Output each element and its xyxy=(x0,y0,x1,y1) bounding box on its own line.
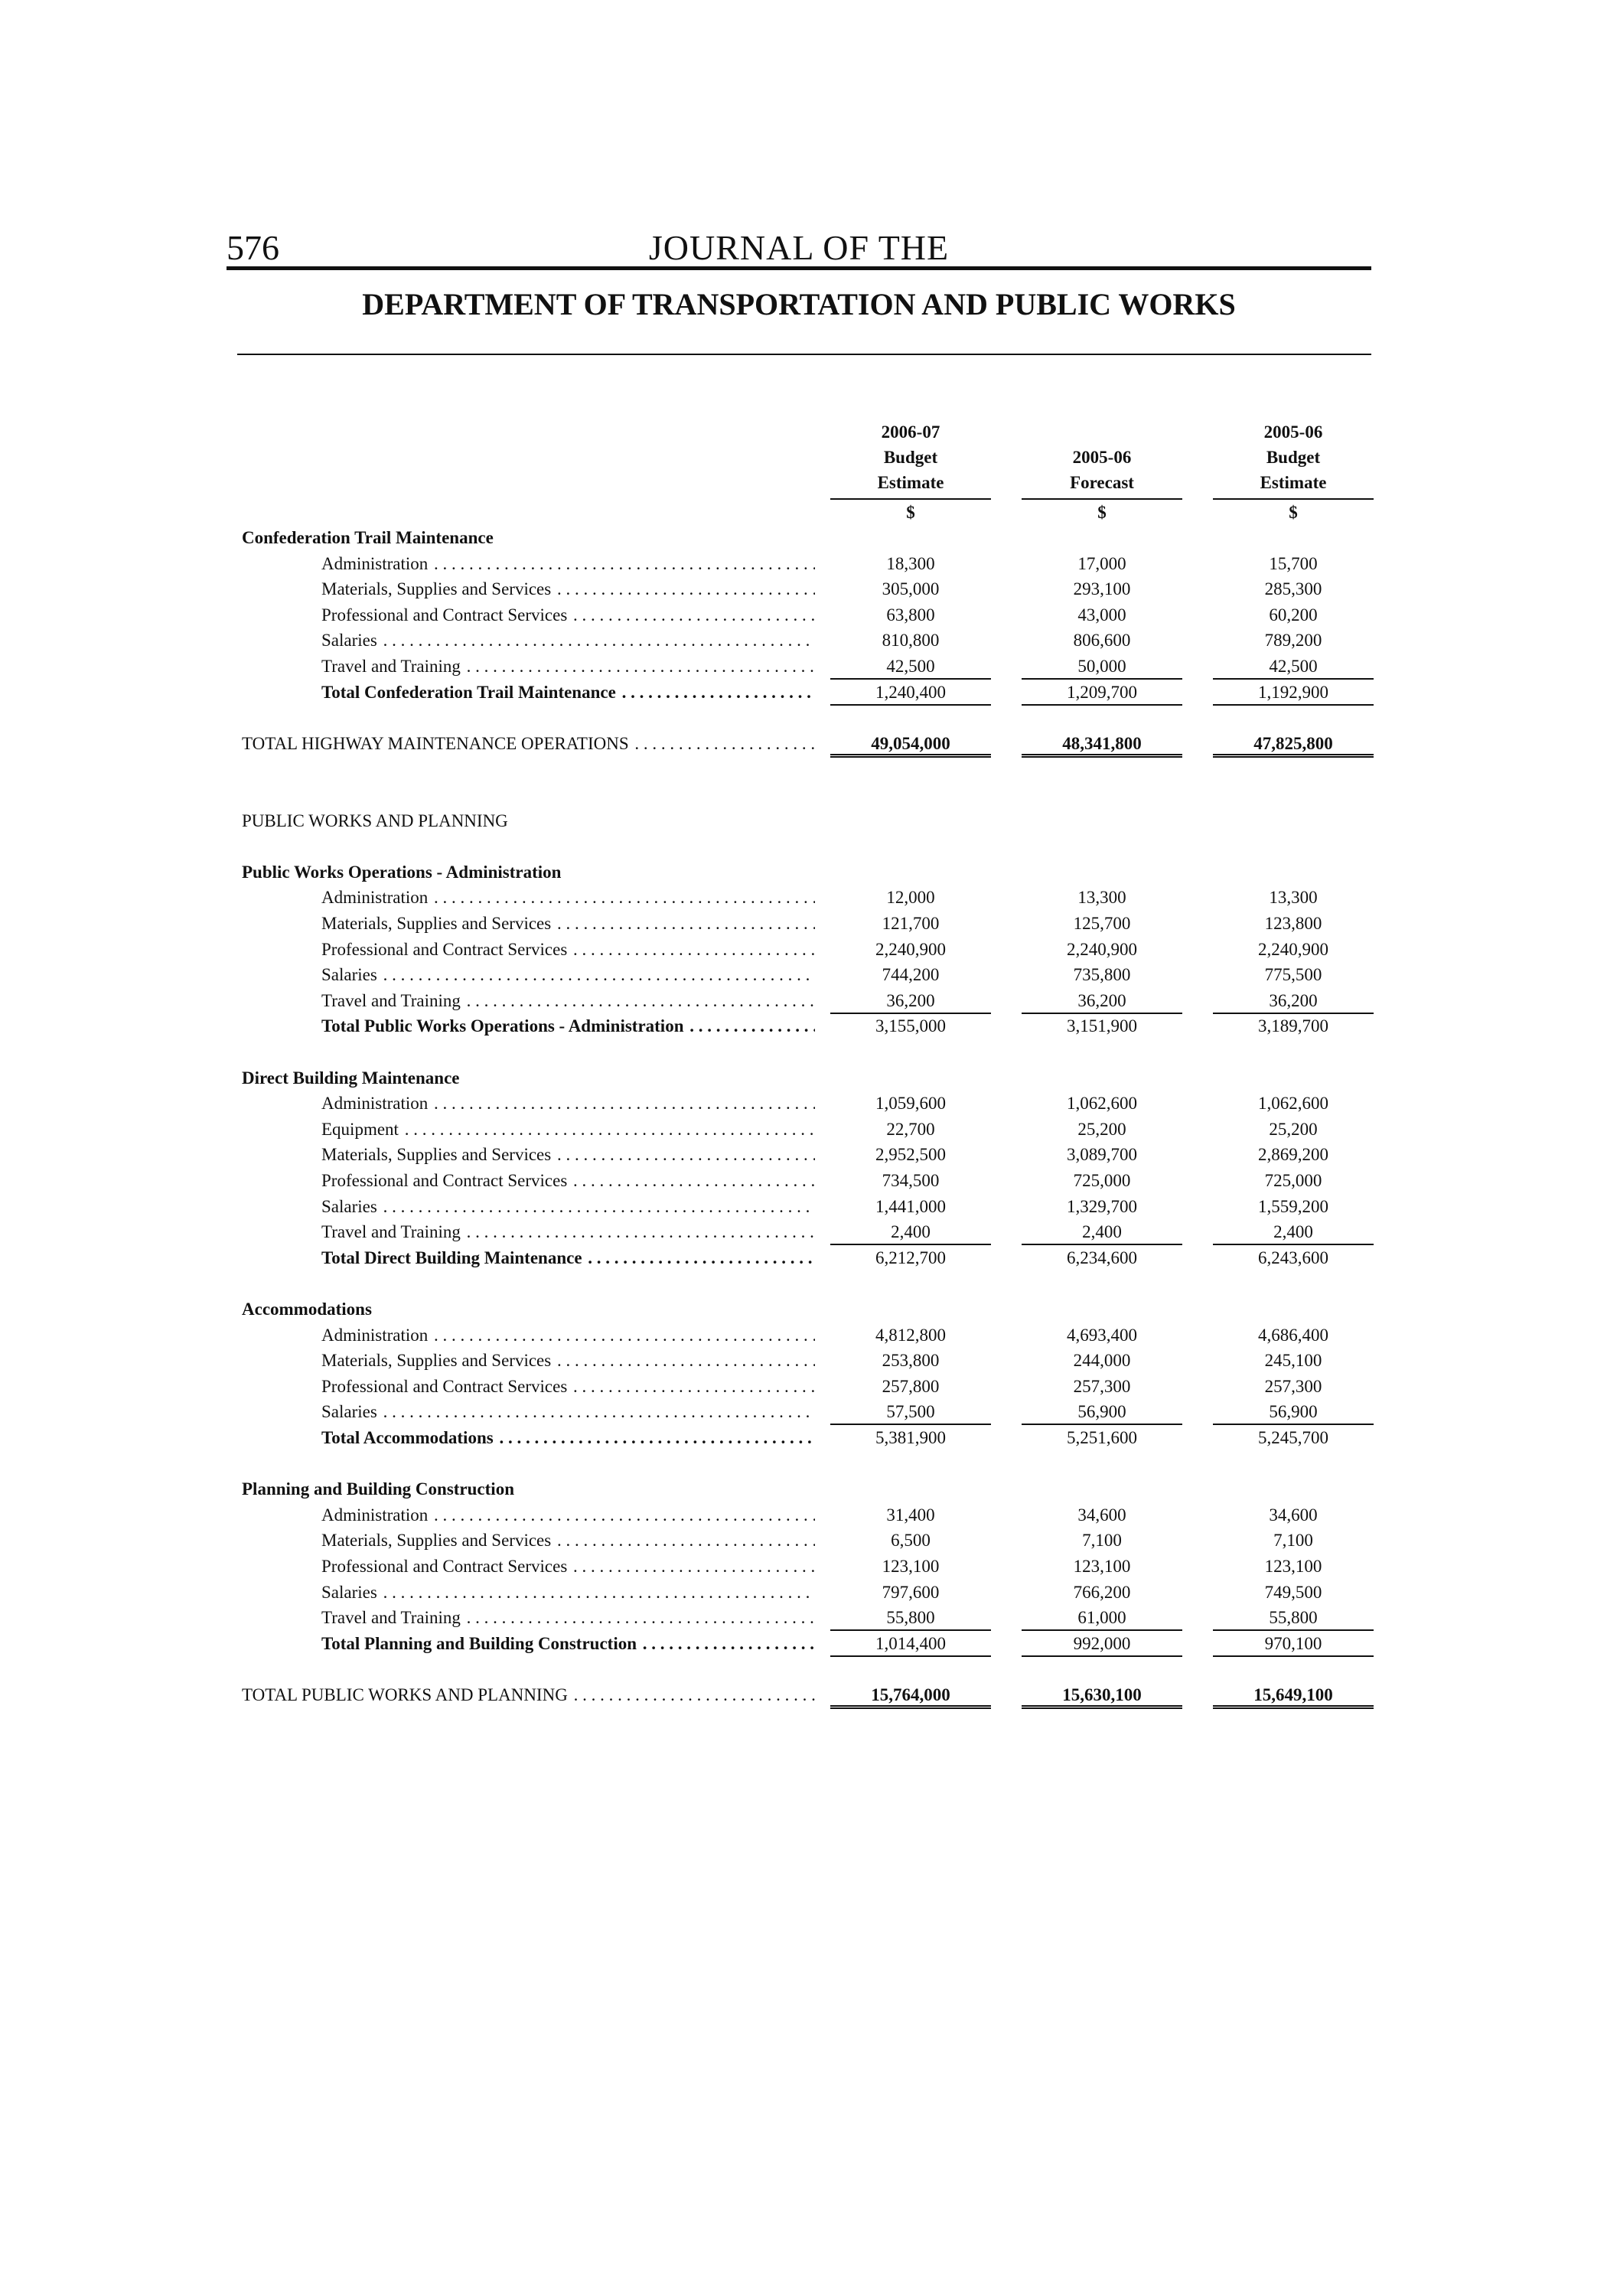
table-row xyxy=(0,1554,1607,1580)
grandtotal-row xyxy=(0,1682,1607,1708)
table-row xyxy=(0,1605,1607,1631)
amount-cell: 970,100 xyxy=(1213,1631,1374,1657)
amount-cell: 253,800 xyxy=(882,1351,940,1370)
amount-cell: 57,500 xyxy=(830,1399,991,1425)
amount-cell: 123,100 xyxy=(1073,1557,1131,1576)
row-label: Salaries xyxy=(321,965,377,984)
row-label-cell xyxy=(321,988,815,1014)
amount-cell: 810,800 xyxy=(882,631,940,650)
amount-cell: 56,900 xyxy=(1213,1399,1374,1425)
amount-cell: 293,100 xyxy=(1073,579,1131,598)
row-label: TOTAL PUBLIC WORKS AND PLANNING xyxy=(242,1685,568,1704)
amount-cell: 3,155,000 xyxy=(875,1016,946,1035)
amount-cell: 2,400 xyxy=(1213,1219,1374,1245)
spacer-row xyxy=(0,1656,1607,1682)
amount-cell: 725,000 xyxy=(1073,1171,1131,1190)
amount-cell: 992,000 xyxy=(1022,1631,1182,1657)
row-label-cell xyxy=(321,1168,815,1194)
amount-cell: 1,059,600 xyxy=(875,1094,946,1113)
table-row xyxy=(0,1502,1607,1528)
spacer-row xyxy=(0,833,1607,859)
row-label: Travel and Training xyxy=(321,991,461,1010)
amount-cell: 5,245,700 xyxy=(1258,1428,1328,1447)
amount-cell: 806,600 xyxy=(1073,631,1131,650)
amount-cell: 13,300 xyxy=(1269,888,1318,907)
row-label: Accommodations xyxy=(242,1300,372,1319)
amount-cell: 1,329,700 xyxy=(1067,1197,1137,1216)
row-label: Administration xyxy=(321,1094,429,1113)
table-row xyxy=(0,1194,1607,1220)
amount-cell: 36,200 xyxy=(1022,988,1182,1014)
amount-cell: 766,200 xyxy=(1073,1583,1131,1602)
amount-cell: 3,151,900 xyxy=(1067,1016,1137,1035)
amount-cell: 1,441,000 xyxy=(875,1197,946,1216)
row-label-cell xyxy=(242,859,777,885)
table-row xyxy=(0,1168,1607,1194)
row-label-cell xyxy=(321,1631,815,1657)
amount-cell: 60,200 xyxy=(1269,605,1318,625)
row-label: Total Direct Building Maintenance xyxy=(321,1248,582,1267)
running-header xyxy=(227,227,1371,269)
amount-cell: 25,200 xyxy=(1077,1120,1126,1139)
row-label: Salaries xyxy=(321,1402,377,1421)
section-row xyxy=(0,808,1607,834)
amount-cell: 49,054,000 xyxy=(830,731,991,758)
amount-cell: 6,500 xyxy=(891,1531,931,1550)
row-label-cell xyxy=(321,937,815,963)
row-label-cell xyxy=(321,962,815,988)
table-row xyxy=(0,1399,1607,1425)
spacer-row xyxy=(0,1451,1607,1477)
amount-cell: 7,100 xyxy=(1082,1531,1122,1550)
subtotal-row xyxy=(0,1631,1607,1657)
row-label-cell xyxy=(321,602,815,628)
amount-cell: 63,800 xyxy=(886,605,935,625)
column-header-line: Budget xyxy=(1266,448,1321,467)
row-label: Planning and Building Construction xyxy=(242,1479,514,1499)
row-label-cell xyxy=(321,1502,815,1528)
column-header-line: 2005-06 xyxy=(1263,422,1323,442)
heading-row xyxy=(0,1065,1607,1091)
row-label-cell xyxy=(242,1065,777,1091)
row-label-cell xyxy=(321,1425,815,1451)
column-header-line: 2006-07 xyxy=(881,422,940,442)
table-row xyxy=(0,1348,1607,1374)
amount-cell: 15,630,100 xyxy=(1022,1682,1182,1709)
row-label-cell xyxy=(321,551,815,577)
amount-cell: 4,693,400 xyxy=(1067,1326,1137,1345)
amount-cell: 4,686,400 xyxy=(1258,1326,1328,1345)
row-label-cell xyxy=(242,808,777,834)
row-label: Salaries xyxy=(321,631,377,650)
row-label-cell xyxy=(321,1013,815,1039)
table-row xyxy=(0,1374,1607,1400)
row-label-cell xyxy=(321,1605,815,1631)
row-label: Direct Building Maintenance xyxy=(242,1068,460,1088)
amount-cell: 257,300 xyxy=(1073,1377,1131,1396)
row-label-cell xyxy=(242,1296,777,1322)
table-row xyxy=(0,962,1607,988)
amount-cell: 13,300 xyxy=(1077,888,1126,907)
amount-cell: 2,240,900 xyxy=(1258,940,1328,959)
row-label: Professional and Contract Services xyxy=(321,1557,568,1576)
row-label: Materials, Supplies and Services xyxy=(321,1351,552,1370)
amount-cell: 2,400 xyxy=(830,1219,991,1245)
column-header-forecast-2005-06 xyxy=(1022,419,1182,525)
amount-cell: 1,062,600 xyxy=(1067,1094,1137,1113)
column-header-line: Forecast xyxy=(1070,473,1134,492)
row-label: Materials, Supplies and Services xyxy=(321,579,552,598)
amount-cell: 734,500 xyxy=(882,1171,940,1190)
row-label-cell xyxy=(321,680,815,706)
row-label-cell xyxy=(321,1091,815,1117)
row-label-cell xyxy=(242,1682,815,1708)
column-header-budget-2006-07 xyxy=(830,419,991,525)
table-row xyxy=(0,602,1607,628)
row-label: Administration xyxy=(321,888,429,907)
column-currency: $ xyxy=(830,498,991,525)
amount-cell: 5,381,900 xyxy=(875,1428,946,1447)
amount-cell: 305,000 xyxy=(882,579,940,598)
row-label-cell xyxy=(242,1476,777,1502)
amount-cell: 34,600 xyxy=(1269,1505,1318,1525)
amount-cell: 2,869,200 xyxy=(1258,1145,1328,1164)
row-label: Total Accommodations xyxy=(321,1428,494,1447)
amount-cell: 6,234,600 xyxy=(1067,1248,1137,1267)
subtotal-row xyxy=(0,680,1607,706)
amount-cell: 5,251,600 xyxy=(1067,1428,1137,1447)
heading-row xyxy=(0,1296,1607,1322)
heading-row xyxy=(0,1476,1607,1502)
row-label: Materials, Supplies and Services xyxy=(321,1531,552,1550)
row-label-cell xyxy=(321,1117,815,1143)
subtotal-row xyxy=(0,1245,1607,1271)
row-label-cell xyxy=(321,1528,815,1554)
row-label-cell xyxy=(321,654,815,680)
amount-cell: 725,000 xyxy=(1264,1171,1322,1190)
amount-cell: 15,764,000 xyxy=(830,1682,991,1709)
row-label: PUBLIC WORKS AND PLANNING xyxy=(242,811,508,830)
amount-cell: 18,300 xyxy=(886,554,935,573)
amount-cell: 61,000 xyxy=(1022,1605,1182,1631)
column-header-line: Estimate xyxy=(1260,473,1327,492)
row-label-cell xyxy=(321,1194,815,1220)
department-title: DEPARTMENT OF TRANSPORTATION AND PUBLIC WORKS xyxy=(362,287,1236,321)
row-label: Travel and Training xyxy=(321,657,461,676)
row-label: Salaries xyxy=(321,1197,377,1216)
amount-cell: 43,000 xyxy=(1077,605,1126,625)
spacer-row xyxy=(0,1270,1607,1296)
table-row xyxy=(0,576,1607,602)
amount-cell: 749,500 xyxy=(1264,1583,1322,1602)
row-label-cell xyxy=(321,1322,815,1349)
row-label: Administration xyxy=(321,1326,429,1345)
column-header-budget-2005-06 xyxy=(1213,419,1374,525)
table-row xyxy=(0,1219,1607,1245)
page-number: 576 xyxy=(227,228,279,267)
amount-cell: 1,014,400 xyxy=(830,1631,991,1657)
row-label: Materials, Supplies and Services xyxy=(321,914,552,933)
amount-cell: 31,400 xyxy=(886,1505,935,1525)
row-label: Travel and Training xyxy=(321,1608,461,1627)
amount-cell: 123,100 xyxy=(882,1557,940,1576)
row-label: Salaries xyxy=(321,1583,377,1602)
amount-cell: 6,243,600 xyxy=(1258,1248,1328,1267)
row-label: Materials, Supplies and Services xyxy=(321,1145,552,1164)
heading-row xyxy=(0,859,1607,885)
table-row xyxy=(0,1117,1607,1143)
table-row xyxy=(0,937,1607,963)
journal-title: JOURNAL OF THE xyxy=(648,228,950,267)
spacer-row xyxy=(0,705,1607,731)
header-rule xyxy=(227,266,1371,270)
amount-cell: 735,800 xyxy=(1073,965,1131,984)
row-label-cell xyxy=(321,885,815,911)
amount-cell: 245,100 xyxy=(1264,1351,1322,1370)
amount-cell: 47,825,800 xyxy=(1213,731,1374,758)
row-label: Professional and Contract Services xyxy=(321,940,568,959)
amount-cell: 1,192,900 xyxy=(1213,680,1374,706)
amount-cell: 797,600 xyxy=(882,1583,940,1602)
amount-cell: 22,700 xyxy=(886,1120,935,1139)
row-label: Total Public Works Operations - Administration xyxy=(321,1016,684,1035)
table-row xyxy=(0,1528,1607,1554)
row-label-cell xyxy=(321,1142,815,1168)
amount-cell: 744,200 xyxy=(882,965,940,984)
amount-cell: 4,812,800 xyxy=(875,1326,946,1345)
amount-cell: 2,240,900 xyxy=(875,940,946,959)
amount-cell: 3,089,700 xyxy=(1067,1145,1137,1164)
row-label: Travel and Training xyxy=(321,1222,461,1241)
amount-cell: 1,062,600 xyxy=(1258,1094,1328,1113)
amount-cell: 25,200 xyxy=(1269,1120,1318,1139)
subtotal-row xyxy=(0,1425,1607,1451)
table-row xyxy=(0,911,1607,937)
row-label: Equipment xyxy=(321,1120,399,1139)
amount-cell: 2,400 xyxy=(1022,1219,1182,1245)
table-row xyxy=(0,1322,1607,1349)
table-row xyxy=(0,654,1607,680)
row-label: Administration xyxy=(321,554,429,573)
amount-cell: 1,559,200 xyxy=(1258,1197,1328,1216)
table-row xyxy=(0,628,1607,654)
row-label: Professional and Contract Services xyxy=(321,1171,568,1190)
row-label: Confederation Trail Maintenance xyxy=(242,528,494,547)
row-label-cell xyxy=(321,911,815,937)
column-header-line xyxy=(1022,419,1182,445)
row-label-cell xyxy=(321,1399,815,1425)
table-row xyxy=(0,885,1607,911)
amount-cell: 12,000 xyxy=(886,888,935,907)
amount-cell: 123,100 xyxy=(1264,1557,1322,1576)
row-label-cell xyxy=(321,1245,815,1271)
title-rule xyxy=(237,354,1371,355)
row-label-cell xyxy=(321,1580,815,1606)
amount-cell: 15,700 xyxy=(1269,554,1318,573)
table-row xyxy=(0,1142,1607,1168)
amount-cell: 3,189,700 xyxy=(1258,1016,1328,1035)
row-label-cell xyxy=(242,525,777,551)
spacer-row xyxy=(0,1039,1607,1065)
amount-cell: 121,700 xyxy=(882,914,940,933)
row-label-cell xyxy=(321,576,815,602)
column-currency: $ xyxy=(1213,498,1374,525)
amount-cell: 55,800 xyxy=(1213,1605,1374,1631)
amount-cell: 36,200 xyxy=(1213,988,1374,1014)
amount-cell: 48,341,800 xyxy=(1022,731,1182,758)
amount-cell: 123,800 xyxy=(1264,914,1322,933)
spacer-row xyxy=(0,756,1607,782)
amount-cell: 775,500 xyxy=(1264,965,1322,984)
row-label: TOTAL HIGHWAY MAINTENANCE OPERATIONS xyxy=(242,734,629,753)
spacer-row xyxy=(0,782,1607,808)
amount-cell: 56,900 xyxy=(1022,1399,1182,1425)
amount-cell: 257,800 xyxy=(882,1377,940,1396)
table-row xyxy=(0,1091,1607,1117)
column-header-line: Estimate xyxy=(877,473,944,492)
row-label-cell xyxy=(242,731,815,757)
grandtotal-row xyxy=(0,731,1607,757)
amount-cell: 1,240,400 xyxy=(830,680,991,706)
table-row xyxy=(0,1580,1607,1606)
amount-cell: 6,212,700 xyxy=(875,1248,946,1267)
table-row xyxy=(0,988,1607,1014)
amount-cell: 17,000 xyxy=(1077,554,1126,573)
amount-cell: 2,952,500 xyxy=(875,1145,946,1164)
amount-cell: 2,240,900 xyxy=(1067,940,1137,959)
heading-row xyxy=(0,525,1607,551)
row-label-cell xyxy=(321,1348,815,1374)
column-header-line: Budget xyxy=(883,448,938,467)
amount-cell: 36,200 xyxy=(830,988,991,1014)
amount-cell: 285,300 xyxy=(1264,579,1322,598)
row-label: Total Planning and Building Construction xyxy=(321,1634,637,1653)
amount-cell: 1,209,700 xyxy=(1022,680,1182,706)
amount-cell: 7,100 xyxy=(1273,1531,1313,1550)
amount-cell: 55,800 xyxy=(830,1605,991,1631)
amount-cell: 50,000 xyxy=(1022,654,1182,680)
amount-cell: 42,500 xyxy=(830,654,991,680)
row-label: Administration xyxy=(321,1505,429,1525)
row-label: Total Confederation Trail Maintenance xyxy=(321,683,616,702)
row-label-cell xyxy=(321,1374,815,1400)
row-label: Professional and Contract Services xyxy=(321,1377,568,1396)
row-label-cell xyxy=(321,1219,815,1245)
row-label-cell xyxy=(321,628,815,654)
amount-cell: 244,000 xyxy=(1073,1351,1131,1370)
subtotal-row xyxy=(0,1013,1607,1039)
amount-cell: 125,700 xyxy=(1073,914,1131,933)
amount-cell: 34,600 xyxy=(1077,1505,1126,1525)
table-row xyxy=(0,551,1607,577)
column-header-line: 2005-06 xyxy=(1072,448,1132,467)
row-label-cell xyxy=(321,1554,815,1580)
amount-cell: 257,300 xyxy=(1264,1377,1322,1396)
column-currency: $ xyxy=(1022,498,1182,525)
amount-cell: 15,649,100 xyxy=(1213,1682,1374,1709)
amount-cell: 789,200 xyxy=(1264,631,1322,650)
row-label: Professional and Contract Services xyxy=(321,605,568,625)
row-label: Public Works Operations - Administration xyxy=(242,863,562,882)
amount-cell: 42,500 xyxy=(1213,654,1374,680)
